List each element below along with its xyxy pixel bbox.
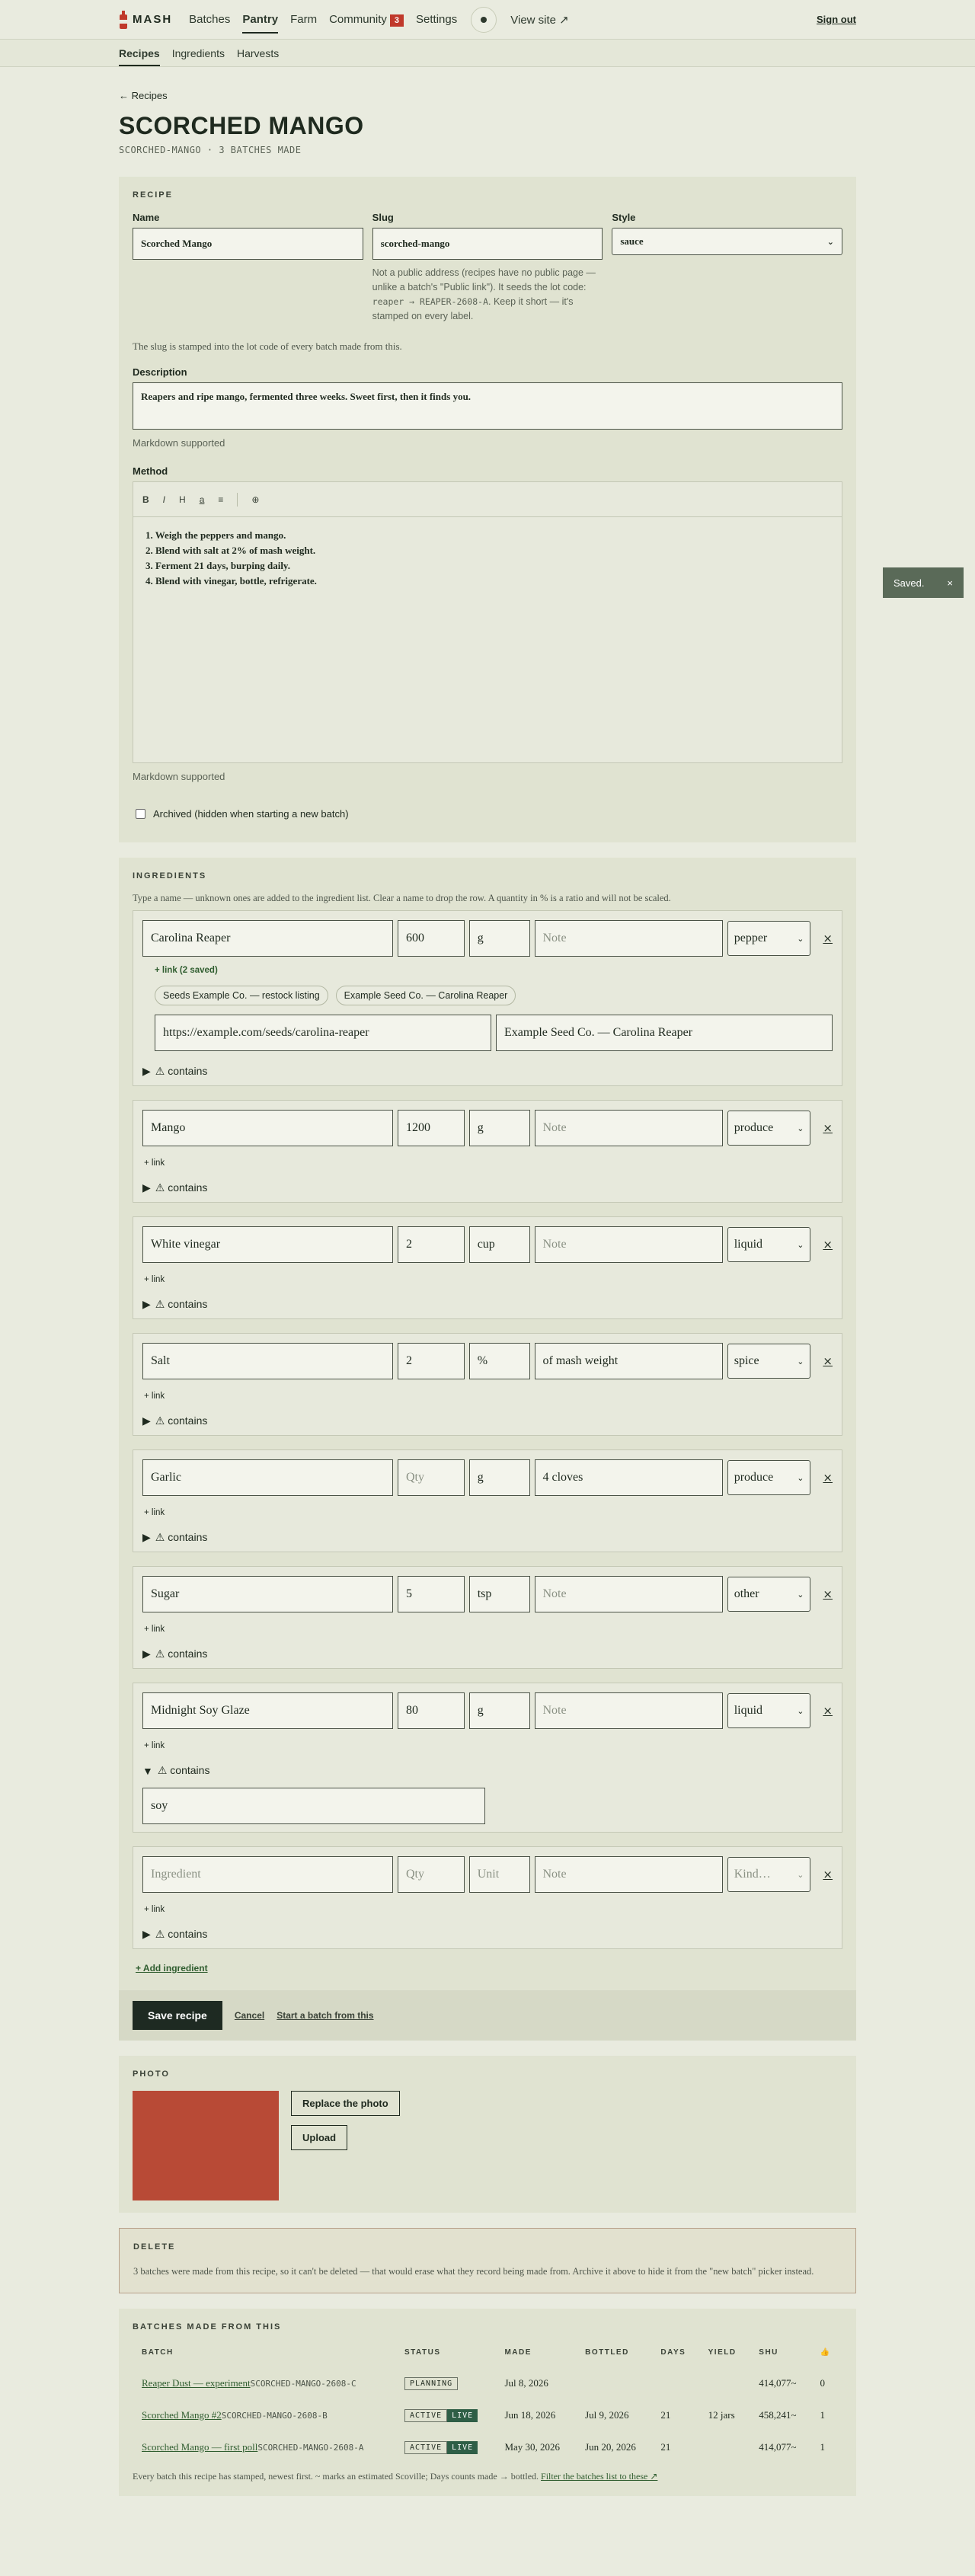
batch-link[interactable]: Reaper Dust — experiment (142, 2377, 251, 2389)
upload-button[interactable]: Upload (291, 2125, 347, 2150)
nav-batches[interactable]: Batches (189, 13, 231, 26)
ingredient-qty-input[interactable]: 2 (398, 1343, 465, 1379)
chevron-down-icon: ⌄ (797, 1239, 804, 1250)
made-cell: Jun 18, 2026 (504, 2409, 556, 2421)
ingredient-kind-select[interactable] (727, 1111, 811, 1146)
description-markdown-hint: Markdown supported (133, 437, 225, 449)
column-header: STATUS (404, 2348, 441, 2357)
yield-cell: 12 jars (708, 2409, 735, 2421)
ingredient-name-input[interactable]: Sugar (142, 1576, 393, 1612)
ingredient-qty-input[interactable]: 5 (398, 1576, 465, 1612)
batches-section-title: BATCHES MADE FROM THIS (133, 2322, 282, 2332)
ingredient-note-input[interactable]: of mash weight (535, 1343, 723, 1379)
ingredient-fields (142, 1110, 833, 1146)
save-bar (119, 1990, 856, 2041)
add-link[interactable]: + link (144, 1159, 165, 1168)
chevron-down-icon: ⌄ (826, 236, 835, 247)
link-title-input[interactable]: Example Seed Co. — Carolina Reaper (496, 1015, 833, 1051)
chevron-down-icon: ⌄ (797, 1705, 804, 1716)
delete-explanation: 3 batches were made from this recipe, so it can't be deleted — that would erase what they record being made from. Archive it above to hide it from the "new batch" picker instead. (133, 2266, 814, 2277)
ingredient-kind-select[interactable] (727, 921, 811, 956)
method-step: 2. Blend with salt at 2% of mash weight. (145, 545, 316, 556)
ingredient-kind-select[interactable] (727, 1693, 811, 1728)
chevron-down-icon: ⌄ (797, 1589, 804, 1600)
status-badge (404, 2409, 478, 2422)
method-step: 3. Ferment 21 days, burping daily. (145, 560, 290, 571)
filter-batches-link[interactable]: Filter the batches list to these ↗ (541, 2471, 658, 2482)
method-markdown-hint: Markdown supported (133, 771, 225, 782)
ingredient-note-input[interactable]: Note (535, 1576, 723, 1612)
nav-pantry[interactable]: Pantry (242, 13, 279, 26)
save-recipe-button[interactable]: Save recipe (133, 2001, 222, 2030)
table-row (133, 2399, 842, 2431)
made-cell: May 30, 2026 (504, 2441, 561, 2453)
ingredient-name-input[interactable]: Salt (142, 1343, 393, 1379)
recipe-section-title: RECIPE (133, 190, 173, 200)
page-title: SCORCHED MANGO (119, 112, 364, 139)
photo-card (119, 2056, 856, 2213)
toast-text: Saved. (893, 577, 925, 589)
status-cell (395, 2399, 495, 2431)
link-button[interactable]: ⊕ (251, 494, 260, 505)
heading-button[interactable]: H (179, 494, 186, 505)
status-label: ACTIVE (404, 2441, 447, 2454)
back-link[interactable]: ← Recipes (119, 90, 168, 101)
bottled-cell: Jul 9, 2026 (585, 2409, 629, 2421)
cancel-link[interactable]: Cancel (234, 2010, 265, 2021)
ingredient-fields (142, 920, 833, 957)
slug-help-text: Not a public address (recipes have no public page — unlike a batch's "Public link"). It seeds the lot code: (372, 267, 596, 292)
style-select[interactable] (612, 228, 842, 255)
add-link[interactable]: + link (144, 1508, 165, 1517)
ingredient-note-input[interactable]: Note (535, 920, 723, 957)
yield-cell (699, 2431, 750, 2463)
description-textarea[interactable]: Reapers and ripe mango, fermented three weeks. Sweet first, then it finds you. (133, 382, 842, 430)
ingredients-card (119, 858, 856, 2041)
ingredient-qty-input[interactable]: 600 (398, 920, 465, 957)
bold-button[interactable]: B (142, 494, 149, 505)
table-header-row (133, 2344, 842, 2367)
method-body[interactable] (133, 517, 842, 762)
saved-toast (883, 567, 964, 598)
kind-value: produce (734, 1121, 774, 1134)
contains-toggle[interactable] (142, 1531, 833, 1544)
shu-cell: 414,077~ (759, 2377, 797, 2389)
shu-cell: 414,077~ (759, 2441, 797, 2453)
ingredient-unit-input[interactable]: g (469, 1692, 530, 1729)
remove-row-icon[interactable]: × (823, 1354, 833, 1368)
ingredient-qty-input[interactable]: 1200 (398, 1110, 465, 1146)
triangle-right-icon: ▶ (142, 1531, 151, 1543)
batch-cell (133, 2431, 395, 2463)
ingredients-section-title: INGREDIENTS (133, 871, 207, 881)
ingredient-unit-input[interactable]: g (469, 1110, 530, 1146)
nav-farm[interactable]: Farm (290, 13, 318, 26)
bottled-cell: Jun 20, 2026 (585, 2441, 636, 2453)
kind-value: liquid (734, 1704, 763, 1717)
ingredient-row (133, 1566, 842, 1669)
ingredient-name-input[interactable]: White vinegar (142, 1226, 393, 1263)
ingredient-note-input[interactable]: Note (535, 1226, 723, 1263)
saved-link-chip[interactable]: Example Seed Co. — Carolina Reaper (336, 986, 516, 1005)
chevron-down-icon: ⌄ (797, 1472, 804, 1483)
toolbar-divider (237, 493, 238, 507)
contains-toggle[interactable] (142, 1065, 833, 1078)
status-cell (395, 2431, 495, 2463)
batch-link[interactable]: Scorched Mango — first poll (142, 2441, 258, 2453)
ingredient-name-input[interactable]: Ingredient (142, 1856, 393, 1893)
ingredient-name-input[interactable]: Midnight Soy Glaze (142, 1692, 393, 1729)
lot-code: SCORCHED-MANGO-2608-C (250, 2379, 356, 2389)
kind-value: produce (734, 1471, 774, 1484)
page-meta: SCORCHED-MANGO · 3 BATCHES MADE (119, 145, 302, 155)
chevron-down-icon: ⌄ (797, 933, 804, 944)
contains-toggle[interactable] (142, 1928, 833, 1941)
recipe-photo (133, 2091, 279, 2200)
ingredient-row (133, 1449, 842, 1552)
ingredient-name-input[interactable]: Garlic (142, 1459, 393, 1496)
ingredient-qty-input[interactable]: Qty (398, 1459, 465, 1496)
contains-toggle[interactable] (142, 1298, 833, 1311)
ingredient-qty-input[interactable]: 80 (398, 1692, 465, 1729)
contains-toggle[interactable] (142, 1764, 833, 1777)
underline-button[interactable]: a (199, 494, 205, 505)
list-button[interactable]: ≡ (218, 494, 224, 505)
bottled-cell (576, 2367, 651, 2399)
ingredient-note-input[interactable]: Note (535, 1856, 723, 1893)
remove-row-icon[interactable]: × (823, 1121, 833, 1135)
saved-links (155, 986, 833, 1005)
triangle-right-icon: ▶ (142, 1928, 151, 1940)
ingredient-fields (142, 1343, 833, 1379)
triangle-right-icon: ▶ (142, 1065, 151, 1077)
add-link[interactable]: + link (144, 1905, 165, 1914)
made-cell: Jul 8, 2026 (504, 2377, 548, 2389)
ingredient-row (133, 910, 842, 1086)
ingredient-kind-select[interactable] (727, 1460, 811, 1495)
ingredient-row (133, 1100, 842, 1203)
contains-label: ⚠ contains (155, 1531, 208, 1543)
brand[interactable] (119, 11, 172, 29)
main-content (119, 90, 856, 2496)
add-link[interactable]: + link (144, 1625, 165, 1634)
days-cell (651, 2367, 698, 2399)
batch-link[interactable]: Scorched Mango #2 (142, 2409, 222, 2421)
method-label: Method (133, 465, 168, 477)
lot-code: SCORCHED-MANGO-2608-A (257, 2443, 364, 2453)
community-badge: 3 (390, 14, 404, 27)
ingredient-fields (142, 1226, 833, 1263)
column-header: MADE (504, 2348, 532, 2357)
column-header: YIELD (708, 2348, 737, 2357)
ingredient-list (133, 910, 842, 1949)
editor-toolbar (133, 482, 842, 517)
delete-card (119, 2228, 856, 2293)
votes-cell: 1 (820, 2409, 825, 2421)
ingredient-row (133, 1333, 842, 1436)
slug-label: Slug (372, 212, 394, 223)
contains-label: ⚠ contains (155, 1928, 208, 1940)
method-step: 4. Blend with vinegar, bottle, refrigerate. (145, 575, 317, 586)
triangle-right-icon: ▶ (142, 1648, 151, 1660)
contains-label: ⚠ contains (155, 1414, 208, 1427)
triangle-right-icon: ▶ (142, 1181, 151, 1194)
dot-icon (481, 17, 487, 23)
triangle-right-icon: ▶ (142, 1298, 151, 1310)
contains-toggle[interactable] (142, 1648, 833, 1660)
kind-value: spice (734, 1354, 759, 1367)
contains-label: ⚠ contains (155, 1181, 208, 1194)
live-badge: LIVE (447, 2441, 478, 2454)
delete-section-title: DELETE (133, 2242, 176, 2252)
ingredient-unit-input[interactable]: % (469, 1343, 530, 1379)
photo-section-title: PHOTO (133, 2069, 170, 2079)
add-link[interactable]: + link (144, 1392, 165, 1401)
name-label: Name (133, 212, 160, 223)
archived-checkbox[interactable] (136, 809, 145, 819)
chevron-down-icon: ⌄ (797, 1869, 804, 1880)
ingredient-fields (142, 1459, 833, 1496)
days-cell: 21 (660, 2409, 671, 2421)
nav-community[interactable] (329, 13, 404, 27)
ingredient-note-input[interactable]: Note (535, 1110, 723, 1146)
chevron-down-icon: ⌄ (797, 1123, 804, 1133)
link-toggle[interactable]: + link (2 saved) (155, 966, 218, 975)
triangle-down-icon: ▼ (142, 1764, 153, 1777)
method-step: 1. Weigh the peppers and mango. (145, 529, 286, 541)
column-header: SHU (759, 2348, 778, 2357)
table-row (133, 2431, 842, 2463)
remove-row-icon[interactable]: × (823, 1868, 833, 1881)
ingredient-unit-input[interactable]: g (469, 920, 530, 957)
add-ingredient-link[interactable]: + Add ingredient (136, 1963, 208, 1974)
slug-help (372, 266, 603, 324)
subnav-harvests[interactable]: Harvests (236, 46, 280, 59)
name-input[interactable]: Scorched Mango (133, 228, 363, 260)
votes-cell: 0 (820, 2377, 825, 2389)
ingredient-unit-input[interactable]: cup (469, 1226, 530, 1263)
chevron-down-icon: ⌄ (797, 1356, 804, 1366)
ingredient-fields (142, 1856, 833, 1893)
kind-value: liquid (734, 1238, 763, 1251)
remove-row-icon[interactable]: × (823, 1471, 833, 1485)
table-row (133, 2367, 842, 2399)
close-icon[interactable]: × (947, 577, 953, 589)
link-fields (155, 1015, 833, 1051)
ingredient-row (133, 1683, 842, 1833)
contains-label: ⚠ contains (155, 1648, 208, 1660)
recipe-card (119, 177, 856, 842)
ingredient-kind-select[interactable] (727, 1857, 811, 1892)
ingredient-unit-input[interactable]: Unit (469, 1856, 530, 1893)
batches-table (133, 2344, 842, 2463)
nav-settings[interactable]: Settings (416, 13, 458, 26)
slug-note: The slug is stamped into the lot code of every batch made from this. (133, 340, 402, 352)
method-editor (133, 481, 842, 763)
top-nav (0, 0, 975, 40)
status-cell (395, 2367, 495, 2399)
triangle-right-icon: ▶ (142, 1414, 151, 1427)
ingredient-note-input[interactable]: Note (535, 1692, 723, 1729)
remove-row-icon[interactable]: × (823, 932, 833, 945)
link-url-input[interactable]: https://example.com/seeds/carolina-reaper (155, 1015, 491, 1051)
sign-out-link[interactable]: Sign out (817, 14, 856, 25)
contains-label: ⚠ contains (157, 1764, 210, 1776)
lot-code: SCORCHED-MANGO-2608-B (221, 2411, 328, 2421)
ingredient-fields (142, 1692, 833, 1729)
add-link[interactable]: + link (144, 1741, 165, 1750)
contains-label: ⚠ contains (155, 1298, 208, 1310)
days-cell: 21 (660, 2441, 671, 2453)
votes-cell: 1 (820, 2441, 825, 2453)
ingredient-fields (142, 1576, 833, 1612)
batches-footnote (133, 2471, 842, 2482)
start-batch-link[interactable]: Start a batch from this (277, 2010, 374, 2021)
slug-help-text-end: . Keep it short — it's stamped on every label. (372, 296, 574, 321)
ingredient-name-input[interactable]: Carolina Reaper (142, 920, 393, 957)
add-link[interactable]: + link (144, 1275, 165, 1284)
nav-community-label: Community (329, 12, 387, 26)
replace-photo-button[interactable]: Replace the photo (291, 2091, 400, 2116)
kind-value: pepper (734, 932, 768, 944)
allergen-input[interactable]: soy (142, 1788, 485, 1824)
yield-cell (699, 2367, 750, 2399)
remove-row-icon[interactable]: × (823, 1704, 833, 1718)
subnav-ingredients[interactable]: Ingredients (171, 46, 225, 59)
italic-button[interactable]: I (162, 494, 166, 505)
remove-row-icon[interactable]: × (823, 1587, 833, 1601)
description-label: Description (133, 366, 187, 378)
ingredient-unit-input[interactable]: tsp (469, 1576, 530, 1612)
style-label: Style (612, 212, 636, 223)
column-header: BATCH (142, 2348, 174, 2357)
bottle-logo-icon (119, 11, 128, 29)
ingredient-kind-select[interactable] (727, 1344, 811, 1379)
column-header: BOTTLED (585, 2348, 629, 2357)
footnote-text: Every batch this recipe has stamped, newest first. ~ marks an estimated Scoville; Days counts made → bottled. (133, 2471, 539, 2482)
status-badge (404, 2377, 458, 2390)
ingredients-intro: Type a name — unknown ones are added to the ingredient list. Clear a name to drop the row. A quantity in % is a ratio and will not be scaled. (133, 893, 671, 903)
status-badge (404, 2441, 478, 2454)
kind-value: other (734, 1587, 759, 1600)
shu-cell: 458,241~ (759, 2409, 797, 2421)
column-header: 👍 (820, 2348, 831, 2357)
batch-cell (133, 2399, 395, 2431)
kind-value: Kind… (734, 1868, 771, 1881)
slug-input[interactable]: scorched-mango (372, 228, 603, 260)
batches-card (119, 2309, 856, 2496)
subnav-recipes[interactable]: Recipes (119, 46, 160, 59)
status-label: PLANNING (404, 2377, 458, 2390)
ingredient-unit-input[interactable]: g (469, 1459, 530, 1496)
ingredient-kind-select[interactable] (727, 1227, 811, 1262)
slug-help-code: reaper → REAPER-2608-A (372, 296, 488, 307)
archived-label: Archived (hidden when starting a new batch) (153, 808, 349, 820)
ingredient-qty-input[interactable]: Qty (398, 1856, 465, 1893)
ingredient-row (133, 1216, 842, 1319)
saved-link-chip[interactable]: Seeds Example Co. — restock listing (155, 986, 328, 1005)
status-label: ACTIVE (404, 2409, 447, 2422)
contains-label: ⚠ contains (155, 1065, 208, 1077)
ingredient-qty-input[interactable]: 2 (398, 1226, 465, 1263)
view-site-link[interactable]: View site ↗ (510, 13, 569, 27)
style-value: sauce (620, 235, 644, 247)
contains-toggle[interactable] (142, 1181, 833, 1194)
ingredient-name-input[interactable]: Mango (142, 1110, 393, 1146)
brand-name: MASH (133, 13, 173, 26)
live-badge: LIVE (447, 2409, 478, 2422)
batch-cell (133, 2367, 395, 2399)
column-header: DAYS (660, 2348, 686, 2357)
sub-nav (0, 40, 975, 67)
remove-row-icon[interactable]: × (823, 1238, 833, 1251)
contains-toggle[interactable] (142, 1414, 833, 1427)
ingredient-row (133, 1846, 842, 1949)
ingredient-note-input[interactable]: 4 cloves (535, 1459, 723, 1496)
theme-toggle-button[interactable] (471, 7, 497, 33)
ingredient-kind-select[interactable] (727, 1577, 811, 1612)
